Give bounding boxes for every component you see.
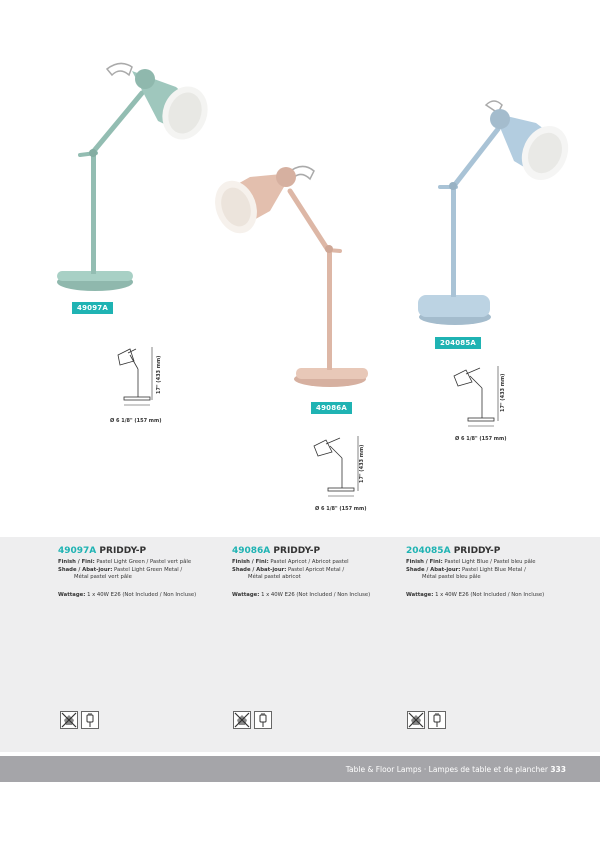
spec-column-204085a bbox=[406, 546, 576, 599]
shade-label: Shade / Abat-jour: bbox=[406, 566, 461, 573]
dimension-diagram-3 bbox=[448, 362, 508, 432]
finish-label: Finish / Fini: bbox=[232, 559, 269, 565]
product-title bbox=[232, 546, 402, 556]
wattage-value: 1 x 40W E26 (Not Included / Non Incluse) bbox=[87, 591, 197, 598]
wattage-label: Wattage: bbox=[406, 591, 434, 598]
product-title bbox=[406, 546, 576, 556]
plug-icon bbox=[81, 711, 99, 729]
finish-label: Finish / Fini: bbox=[58, 559, 95, 565]
product-name: PRIDDY-P bbox=[99, 546, 147, 556]
product-name: PRIDDY-P bbox=[453, 546, 501, 556]
wattage-label: Wattage: bbox=[232, 591, 260, 598]
diameter-dimension-1: Ø 6 1/8" (157 mm) bbox=[110, 418, 162, 424]
product-title bbox=[58, 546, 228, 556]
wattage-value: 1 x 40W E26 (Not Included / Non Incluse) bbox=[261, 591, 371, 598]
spec-column-49097a bbox=[58, 546, 228, 599]
diameter-dimension-2: Ø 6 1/8" (157 mm) bbox=[315, 506, 367, 512]
product-name: PRIDDY-P bbox=[273, 546, 321, 556]
sku-tag-49086a: 49086A bbox=[311, 402, 352, 414]
height-dimension-2: 17" (433 mm) bbox=[359, 444, 365, 483]
plug-icon bbox=[254, 711, 272, 729]
icon-group-1 bbox=[60, 711, 99, 729]
product-sku: 49086A bbox=[232, 546, 271, 556]
icon-group-3 bbox=[407, 711, 446, 729]
lamp-photo-apricot bbox=[210, 155, 380, 395]
finish-value: Pastel Apricot / Abricot pastel bbox=[270, 559, 349, 565]
height-dimension-1: 17" (433 mm) bbox=[156, 355, 162, 394]
product-sku: 204085A bbox=[406, 546, 451, 556]
dimension-diagram-1 bbox=[104, 343, 164, 413]
finish-label: Finish / Fini: bbox=[406, 559, 443, 565]
shade-value-fr: Métal pastel vert pâle bbox=[74, 574, 132, 580]
diameter-dimension-3: Ø 6 1/8" (157 mm) bbox=[455, 436, 507, 442]
lamp-photo-green bbox=[50, 55, 220, 295]
shade-label: Shade / Abat-jour: bbox=[232, 566, 287, 573]
lamp-photo-blue bbox=[410, 95, 590, 335]
product-sku: 49097A bbox=[58, 546, 97, 556]
wattage-value: 1 x 40W E26 (Not Included / Non Incluse) bbox=[435, 591, 545, 598]
no-outdoor-icon bbox=[60, 711, 78, 729]
sku-tag-204085a: 204085A bbox=[435, 337, 481, 349]
plug-icon bbox=[428, 711, 446, 729]
finish-value: Pastel Light Blue / Pastel bleu pâle bbox=[444, 559, 536, 565]
shade-value-fr: Métal pastel bleu pâle bbox=[422, 574, 481, 580]
shade-value: Pastel Light Green Metal / bbox=[114, 566, 183, 573]
shade-label: Shade / Abat-jour: bbox=[58, 566, 113, 573]
shade-value-fr: Métal pastel abricot bbox=[248, 574, 301, 580]
page-number: 333 bbox=[550, 765, 566, 774]
shade-value: Pastel Apricot Metal / bbox=[288, 566, 345, 573]
icon-group-2 bbox=[233, 711, 272, 729]
finish-value: Pastel Light Green / Pastel vert pâle bbox=[96, 559, 192, 565]
height-dimension-3: 17" (433 mm) bbox=[500, 373, 506, 412]
wattage-label: Wattage: bbox=[58, 591, 86, 598]
no-outdoor-icon bbox=[407, 711, 425, 729]
footer-section-title: Table & Floor Lamps · Lampes de table et de plancher bbox=[345, 765, 548, 774]
shade-value: Pastel Light Blue Metal / bbox=[462, 566, 526, 573]
spec-column-49086a bbox=[232, 546, 402, 599]
no-outdoor-icon bbox=[233, 711, 251, 729]
page-footer bbox=[0, 756, 600, 782]
sku-tag-49097a: 49097A bbox=[72, 302, 113, 314]
